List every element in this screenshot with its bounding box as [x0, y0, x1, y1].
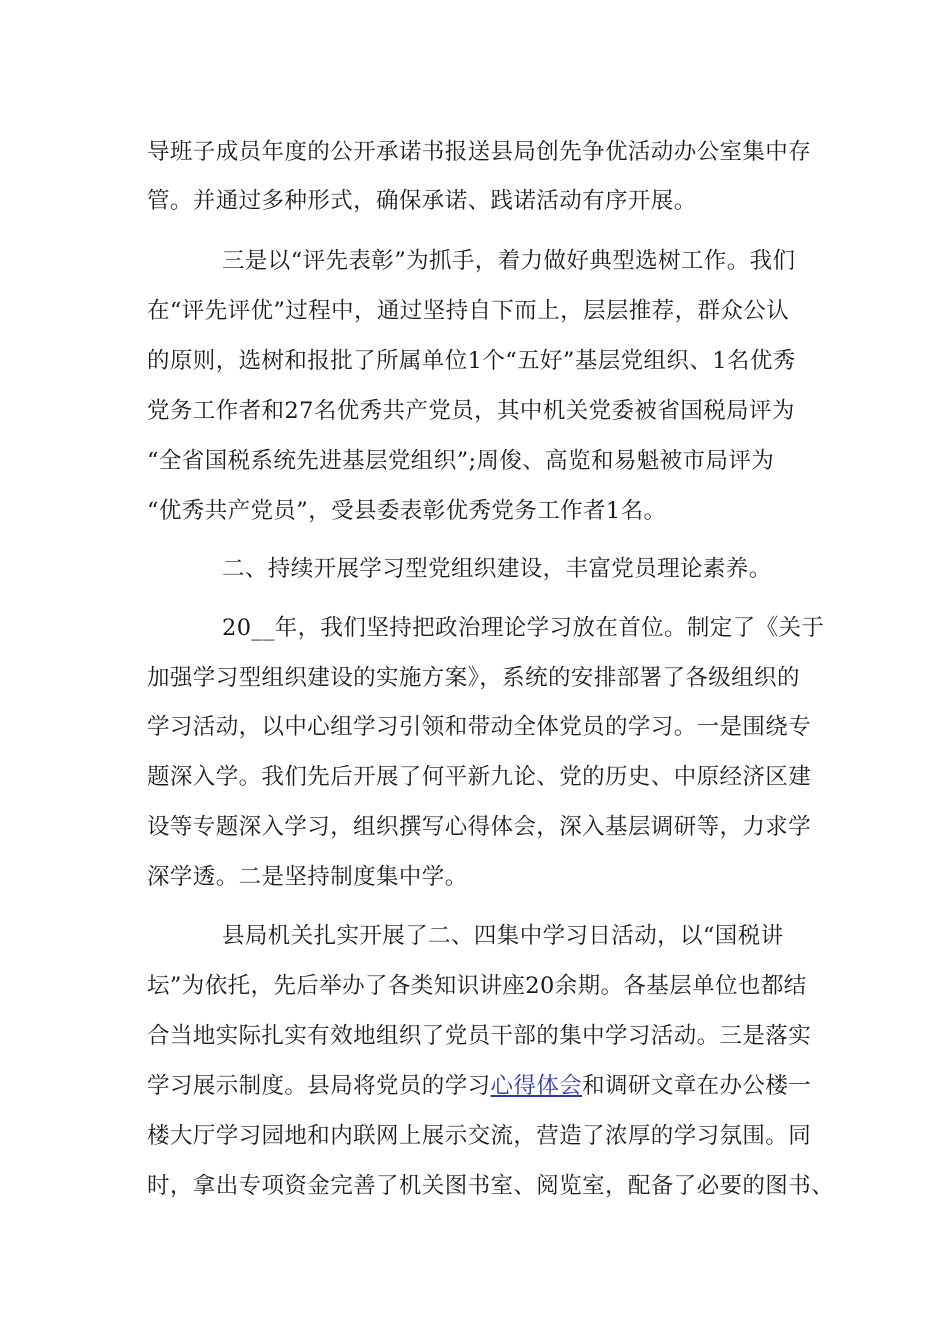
- paragraph-3-line-1: 三是以“评先表彰”为抓手，着力做好典型选树工作。我们: [222, 248, 796, 274]
- paragraph-20-line-6: 深学透。二是坚持制度集中学。: [147, 864, 468, 890]
- section-heading-2: 二、持续开展学习型党组织建设，丰富党员理论素养。: [222, 556, 772, 582]
- paragraph-county-line-1: 县局机关扎实开展了二、四集中学习日活动，以“国税讲: [222, 923, 784, 949]
- paragraph-3-line-3: 的原则，选树和报批了所属单位1个“五好”基层党组织、1名优秀: [147, 348, 796, 374]
- text-line-2: 管。并通过多种形式，确保承诺、践诺活动有序开展。: [147, 188, 697, 214]
- paragraph-20-line-2: 加强学习型组织建设的实施方案》，系统的安排部署了各级组织的: [147, 665, 800, 691]
- paragraph-county-line-5: 楼大厅学习园地和内联网上展示交流，营造了浓厚的学习氛围。同: [147, 1123, 812, 1149]
- text-line-1: 导班子成员年度的公开承诺书报送县局创先争优活动办公室集中存: [147, 139, 812, 165]
- paragraph-county-line-4: [147, 1068, 812, 1104]
- paragraph-county-line-3: 合当地实际扎实有效地组织了党员干部的集中学习活动。三是落实: [147, 1023, 812, 1049]
- paragraph-20-line-4: 题深入学。我们先后开展了何平新九论、党的历史、中原经济区建: [147, 764, 812, 790]
- paragraph-20-line-5: 设等专题深入学习，组织撰写心得体会，深入基层调研等，力求学: [147, 814, 812, 840]
- paragraph-3-line-4: 党务工作者和27名优秀共产党员，其中机关党委被省国税局评为: [147, 398, 795, 424]
- paragraph-20-line-1: 20__年，我们坚持把政治理论学习放在首位。制定了《关于: [222, 615, 825, 641]
- paragraph-county-line-2: 坛”为依托，先后举办了各类知识讲座20余期。各基层单位也都结: [147, 973, 807, 999]
- xinde-tihui-link[interactable]: 心得体会: [490, 1073, 583, 1099]
- paragraph-3-line-5: “全省国税系统先进基层党组织”;周俊、高览和易魁被市局评为: [147, 448, 775, 474]
- paragraph-3-line-6: “优秀共产党员”，受县委表彰优秀党务工作者1名。: [147, 498, 667, 524]
- line-text-after-link: 和调研文章在办公楼一: [582, 1073, 812, 1099]
- paragraph-county-line-6: 时，拿出专项资金完善了机关图书室、阅览室，配备了必要的图书、: [147, 1173, 835, 1199]
- paragraph-20-line-3: 学习活动，以中心组学习引领和带动全体党员的学习。一是围绕专: [147, 714, 812, 740]
- line-text-before-link: 学习展示制度。县局将党员的学习: [147, 1073, 491, 1099]
- paragraph-3-line-2: 在“评先评优”过程中，通过坚持自下而上，层层推荐，群众公认: [147, 298, 790, 324]
